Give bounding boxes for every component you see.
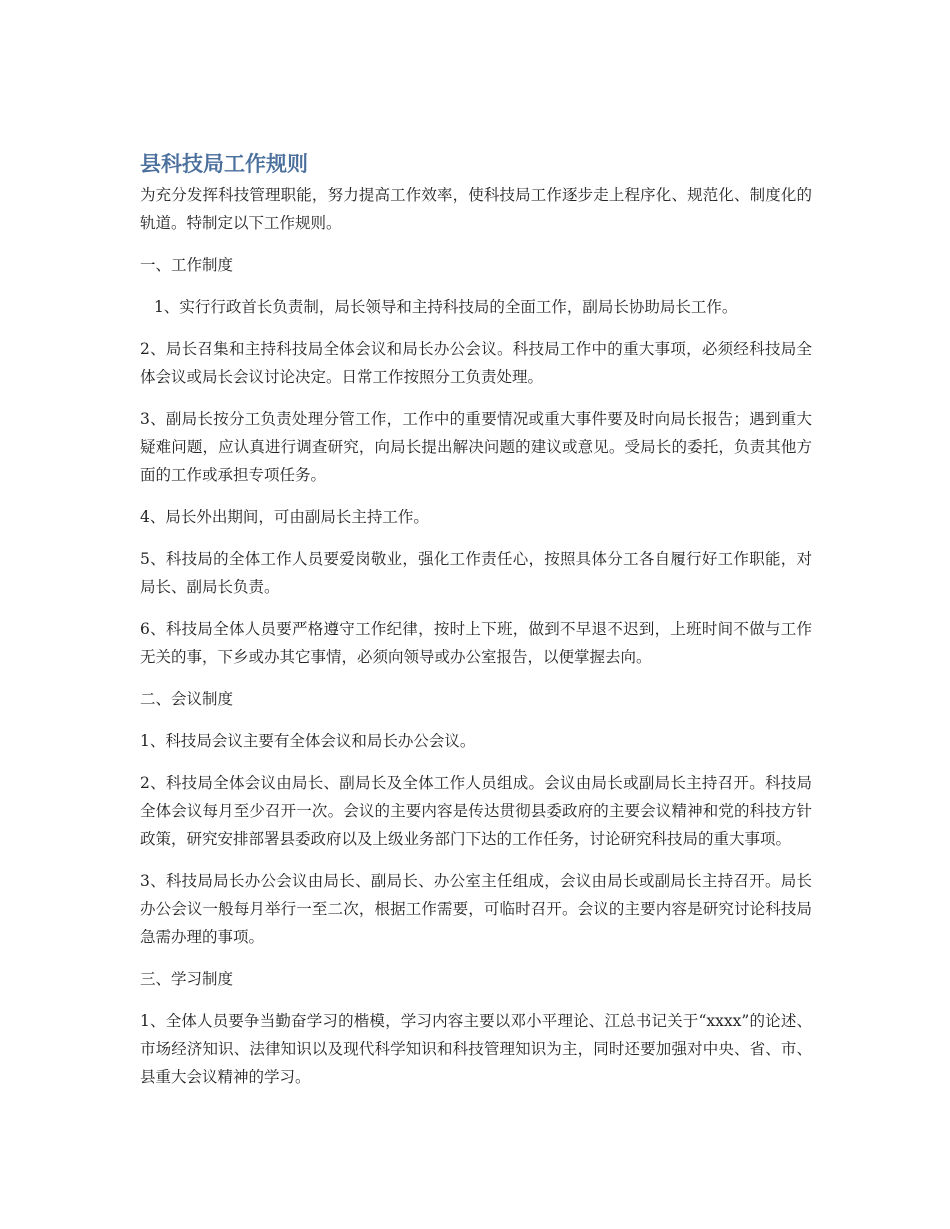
- document-page: [140, 148, 812, 1105]
- study-rule-1: 1、全体人员要争当勤奋学习的楷模，学习内容主要以邓小平理论、江总书记关于“xxxx”的论述、市场经济知识、法律知识以及现代科学知识和科技管理知识为主，同时还要加强对中央、省、市、县重大会议精神的学习。: [140, 1012, 812, 1086]
- meeting-rule-3: 3、科技局局长办公会议由局长、副局长、办公室主任组成，会议由局长或副局长主持召开。局长办公会议一般每月举行一至二次，根据工作需要，可临时召开。会议的主要内容是研究讨论科技局急需办理的事项。: [140, 872, 812, 946]
- intro-paragraph: 为充分发挥科技管理职能，努力提高工作效率，使科技局工作逐步走上程序化、规范化、制度化的轨道。特制定以下工作规则。: [140, 186, 812, 232]
- work-rule-2: 2、局长召集和主持科技局全体会议和局长办公会议。科技局工作中的重大事项，必须经科技局全体会议或局长会议讨论决定。日常工作按照分工负责处理。: [140, 340, 812, 386]
- work-rule-4: 4、局长外出期间，可由副局长主持工作。: [140, 508, 429, 526]
- section-heading-study-system: 三、学习制度: [140, 970, 234, 988]
- section-heading-meeting-system: 二、会议制度: [140, 690, 234, 708]
- work-rule-5: 5、科技局的全体工作人员要爱岗敬业，强化工作责任心，按照具体分工各自履行好工作职能，对局长、副局长负责。: [140, 550, 812, 596]
- meeting-rule-2: 2、科技局全体会议由局长、副局长及全体工作人员组成。会议由局长或副局长主持召开。科技局全体会议每月至少召开一次。会议的主要内容是传达贯彻县委政府的主要会议精神和党的科技方针政策，研究安排部署县委政府以及上级业务部门下达的工作任务，讨论研究科技局的重大事项。: [140, 774, 812, 848]
- work-rule-1: 1、实行行政首长负责制，局长领导和主持科技局的全面工作，副局长协助局长工作。: [154, 298, 738, 316]
- meeting-rule-1: 1、科技局会议主要有全体会议和局长办公会议。: [140, 732, 476, 750]
- document-title: 县科技局工作规则: [140, 152, 308, 176]
- work-rule-3: 3、副局长按分工负责处理分管工作，工作中的重要情况或重大事件要及时向局长报告；遇到重大疑难问题，应认真进行调查研究，向局长提出解决问题的建议或意见。受局长的委托，负责其他方面的工作或承担专项任务。: [140, 410, 812, 484]
- section-heading-work-system: 一、工作制度: [140, 256, 234, 274]
- work-rule-6: 6、科技局全体人员要严格遵守工作纪律，按时上下班，做到不早退不迟到，上班时间不做与工作无关的事，下乡或办其它事情，必须向领导或办公室报告，以便掌握去向。: [140, 620, 812, 666]
